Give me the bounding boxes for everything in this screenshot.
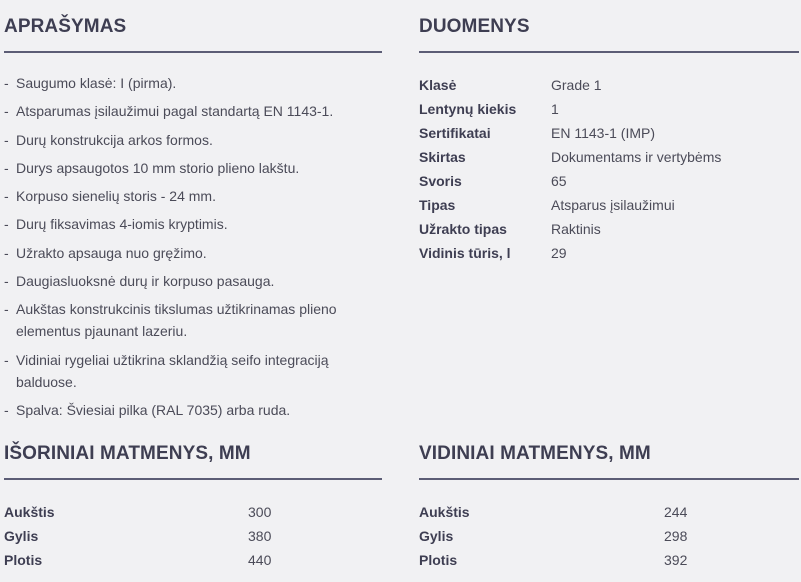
table-row <box>419 145 799 169</box>
spec-value: 1 <box>551 101 559 117</box>
inner-dimensions-section <box>419 427 799 572</box>
dimension-key: Aukštis <box>419 504 470 520</box>
outer-dimensions-table <box>4 500 382 572</box>
spec-value: 29 <box>551 245 567 261</box>
dimension-key: Gylis <box>4 528 39 544</box>
spec-key: Klasė <box>419 77 457 93</box>
dimension-value: 300 <box>248 504 272 520</box>
dimension-value: 298 <box>664 528 688 544</box>
inner-dimensions-table <box>419 500 799 572</box>
dimension-key: Aukštis <box>4 504 55 520</box>
data-section <box>419 0 799 265</box>
list-item: - Spalva: Šviesiai pilka (RAL 7035) arba ruda. <box>4 401 291 418</box>
spec-table <box>419 73 799 265</box>
list-item: - Aukštas konstrukcinis tikslumas užtikrinamas plieno elementus pjaunant lazeriu. <box>4 301 337 340</box>
table-row <box>419 241 799 265</box>
dimension-key: Gylis <box>419 528 454 544</box>
description-section <box>4 0 382 427</box>
spec-key: Sertifikatai <box>419 125 491 141</box>
list-item: - Vidiniai rygeliai užtikrina sklandžią seifo integraciją balduose. <box>4 351 329 390</box>
spec-key: Užrakto tipas <box>419 221 507 237</box>
spec-value: Raktinis <box>551 221 601 237</box>
dimension-value: 392 <box>664 552 688 568</box>
table-row <box>4 500 382 524</box>
inner-dimensions-title: VIDINIAI MATMENYS, MM <box>419 427 799 480</box>
feature-list <box>4 72 382 421</box>
dimension-value: 244 <box>664 504 688 520</box>
spec-key: Tipas <box>419 197 456 213</box>
data-title: DUOMENYS <box>419 0 799 53</box>
table-row <box>419 97 799 121</box>
table-row <box>419 193 799 217</box>
dimension-key: Plotis <box>4 552 43 568</box>
table-row <box>419 73 799 97</box>
table-row <box>419 121 799 145</box>
spec-value: Atsparus įsilaužimui <box>551 197 675 213</box>
spec-key: Skirtas <box>419 149 466 165</box>
table-row <box>419 169 799 193</box>
list-item: - Saugumo klasė: I (pirma). <box>4 75 177 91</box>
spec-value: Dokumentams ir vertybėms <box>551 149 722 165</box>
list-item: - Durys apsaugotos 10 mm storio plieno lakštu. <box>4 159 300 176</box>
outer-dimensions-section <box>4 427 382 572</box>
list-item: - Užrakto apsauga nuo gręžimo. <box>4 244 207 261</box>
table-row <box>419 500 799 524</box>
dimension-value: 380 <box>248 528 272 544</box>
table-row <box>419 548 799 572</box>
spec-value: 65 <box>551 173 567 189</box>
list-item: - Daugiasluoksnė durų ir korpuso pasauga. <box>4 273 275 290</box>
outer-dimensions-title: IŠORINIAI MATMENYS, MM <box>4 427 382 480</box>
table-row <box>419 524 799 548</box>
table-row <box>4 548 382 572</box>
spec-key: Svoris <box>419 173 462 189</box>
spec-value: Grade 1 <box>551 77 602 93</box>
dimension-key: Plotis <box>419 552 458 568</box>
list-item: - Durų fiksavimas 4-iomis kryptimis. <box>4 216 228 233</box>
table-row <box>419 217 799 241</box>
spec-key: Vidinis tūris, l <box>419 245 511 261</box>
list-item: - Korpuso sienelių storis - 24 mm. <box>4 188 216 205</box>
spec-key: Lentynų kiekis <box>419 101 517 117</box>
description-title: APRAŠYMAS <box>4 0 382 53</box>
table-row <box>4 524 382 548</box>
list-item: - Atsparumas įsilaužimui pagal standartą EN 1143-1. <box>4 103 334 120</box>
list-item: - Durų konstrukcija arkos formos. <box>4 131 213 148</box>
dimension-value: 440 <box>248 552 272 568</box>
spec-value: EN 1143-1 (IMP) <box>551 125 655 141</box>
